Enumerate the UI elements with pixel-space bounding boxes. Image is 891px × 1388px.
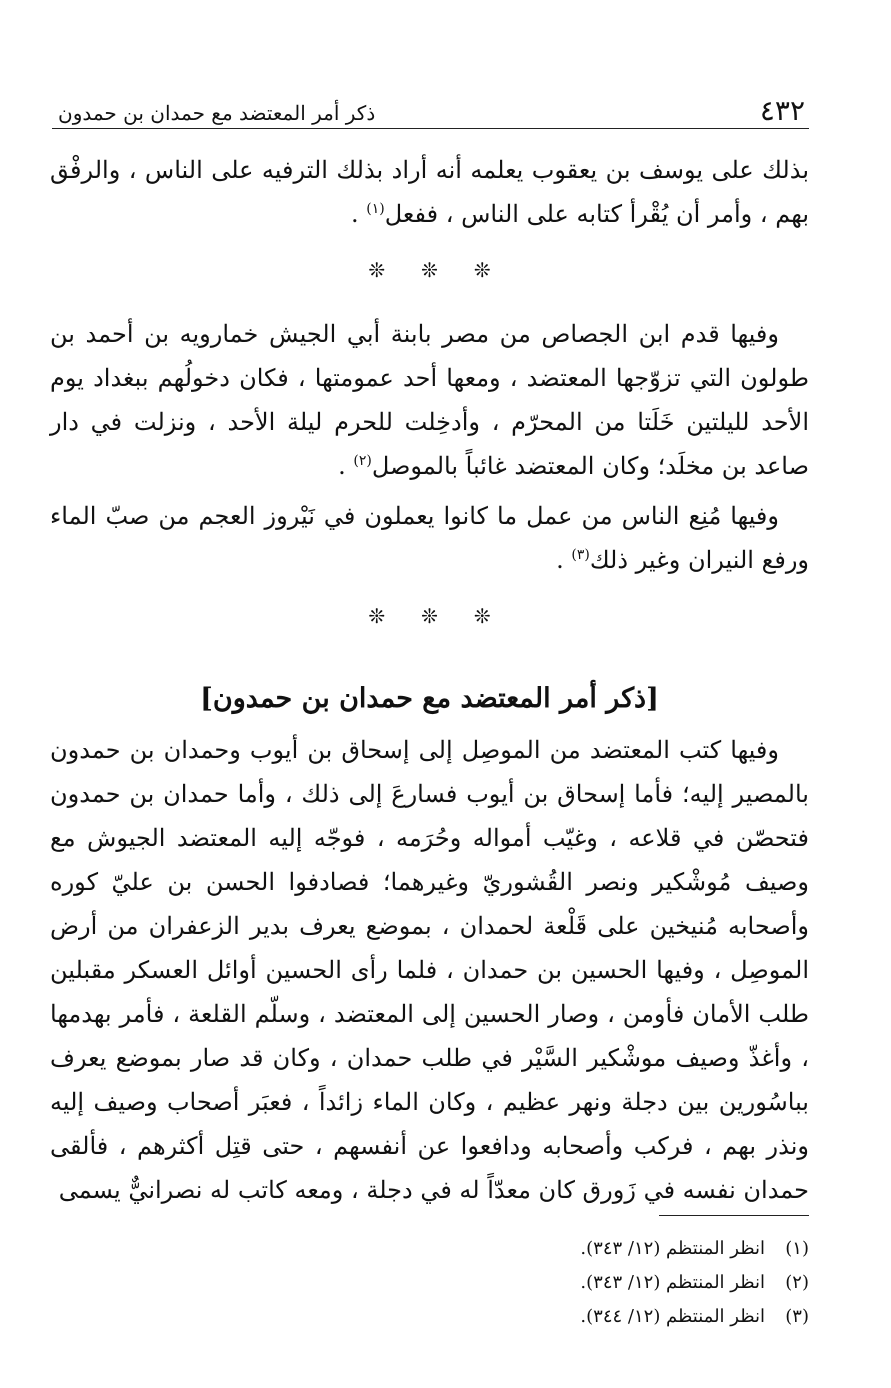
footnote-number: (١) (785, 1238, 809, 1259)
footnote-marker: (١) (366, 201, 385, 217)
section-separator (50, 596, 809, 636)
asterism-icon: ❊ (421, 258, 438, 282)
section-separator (50, 250, 809, 290)
running-header (52, 92, 809, 129)
paragraph (50, 312, 809, 488)
footnote-text: انظر المنتظم (١٢/ ٣٤٤). (580, 1306, 765, 1327)
asterism-icon: ❊ (368, 604, 386, 628)
paragraph-text: بذلك على يوسف بن يعقوب يعلمه أنه أراد بذلك الترفيه على الناس ، والرفْق بهم ، وأمر أن يُقْرأ كتابه على الناس ، ففعل (50, 156, 809, 228)
paragraph-continued (50, 148, 809, 236)
page-number: ٤٣٢ (759, 94, 805, 127)
footnote-marker: (٣) (571, 547, 590, 563)
paragraph-end: . (556, 546, 572, 574)
asterism-icon: ❊ (473, 258, 491, 282)
footnote (300, 1300, 809, 1334)
paragraph: وفيها كتب المعتضد من الموصِل إلى إسحاق بن أيوب وحمدان بن حمدون بالمصير إليه؛ فأما إسحاق بن أيوب فسارعَ إلى ذلك ، وأما حمدان بن حمدون فتحصّن في قلاعه ، وغيّب أمواله وحُرَمه ، فوجّه إليه المعتضد الجيوش مع وصيف مُوشْكير ونصر القُشوريّ وغيرهما؛ فصادفوا الحسن بن عليّ كوره وأصحابه مُنيخين على قَلْعة لحمدان ، بموضع يعرف بدير الزعفران من أرض الموصِل ، وفيها الحسين بن حمدان ، فلما رأى الحسين أوائل العسكر مقبلين طلب الأمان فأومن ، وصار الحسين إلى المعتضد ، وسلّم القلعة ، فأمر بهدمها ، وأغذّ وصيف موشْكير السَّيْر في طلب حمدان ، وكان قد صار بموضع يعرف بباسُورين بين دجلة ونهر عظيم ، وكان الماء زائداً ، فعبَر أصحاب وصيف إليه ونذر بهم ، فركب وأصحابه ودافعوا عن أنفسهم ، حتى قتِل أكثرهم ، فألقى حمدان نفسه في زَورق كان معدّاً له في دجلة ، ومعه كاتب له نصرانيٌّ يسمى (50, 736, 809, 1204)
footnote (300, 1232, 809, 1266)
asterism-icon: ❊ (421, 604, 438, 628)
main-text (50, 148, 809, 1218)
footnote-divider (659, 1215, 809, 1216)
asterism-icon: ❊ (368, 258, 386, 282)
footnote-number: (٢) (785, 1272, 809, 1293)
section-heading: [ذكر أمر المعتضد مع حمدان بن حمدون] (200, 683, 659, 714)
asterism-icon: ❊ (473, 604, 491, 628)
running-header-title: ذكر أمر المعتضد مع حمدان بن حمدون (58, 101, 376, 125)
paragraph-text: وفيها مُنِع الناس من عمل ما كانوا يعملون في نَيْروز العجم من صبّ الماء ورفع النيران وغير ذلك (50, 502, 809, 574)
paragraph (50, 494, 809, 582)
footnote-number: (٣) (785, 1306, 809, 1327)
paragraph-text: وفيها قدم ابن الجصاص من مصر بابنة أبي الجيش خمارويه بن أحمد بن طولون التي تزوّجها المعتضد ، ومعها أحد عمومتها ، فكان دخولُهم ببغداد يوم الأحد لليلتين خَلَتا من المحرّم ، وأدخِلت للحرم ليلة الأحد ، ونزلت في دار صاعد بن مخلَد؛ وكان المعتضد غائباً بالموصل (50, 320, 809, 480)
paragraph-end: . (338, 452, 354, 480)
footnote (300, 1266, 809, 1300)
footnote-marker: (٢) (353, 453, 372, 469)
paragraph-end: . (351, 200, 367, 228)
footnote-text: انظر المنتظم (١٢/ ٣٤٣). (580, 1272, 765, 1293)
footnote-text: انظر المنتظم (١٢/ ٣٤٣). (580, 1238, 765, 1259)
footnotes (300, 1232, 809, 1334)
